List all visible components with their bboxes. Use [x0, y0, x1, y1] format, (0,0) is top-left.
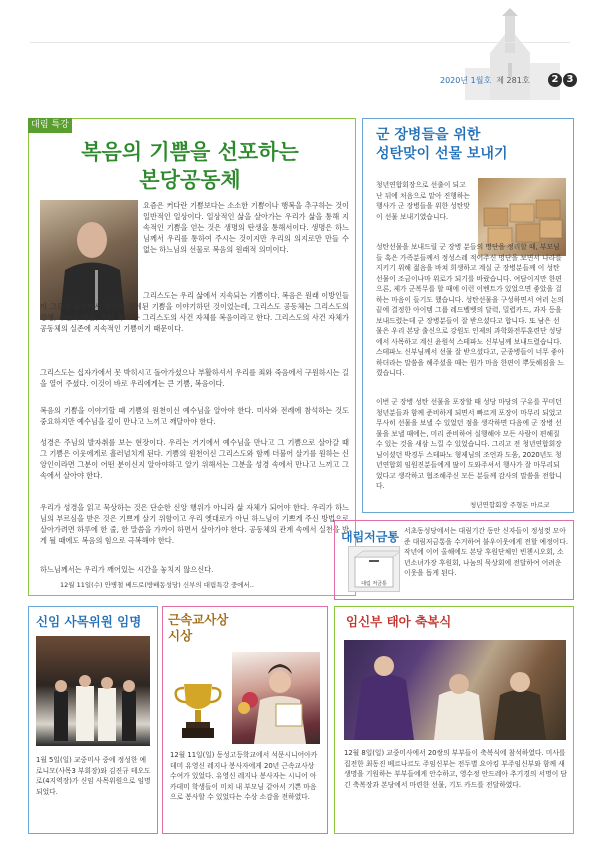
fund-article-title: 대림저금통	[341, 530, 399, 544]
page-header	[0, 0, 600, 100]
trophy-icon	[172, 680, 224, 742]
main-para-2: 그리스도는 우리 삶에서 지속되는 기쁨이다. 복음은 원래 이방인들이 그들의 삶속에서 실존에 관계된 기쁨을 이야기하던 것이었는데, 그리스도 공동체는 그리스도의 강생, 수난과 죽음, 부활 축 모든 그리스도의 사건 자체를 복음이라고 한다. 그리스도의 사건 자체가 공동체의 실존에 지속적인 기쁨이기 때문이다.	[40, 291, 349, 333]
appoint-text: 1월 5일(일) 교중미사 중에 정성한 예로니모(사목3 부회장)와 김진규 테오도로(4지역장)가 신임 사목위원으로 임명되었다.	[36, 756, 151, 796]
soldiers-article-title: 군 장병들을 위한 성탄맞이 선물 보내기	[376, 127, 508, 162]
soldiers-signature: 청년연합회장 주형돈 마르코	[470, 501, 550, 509]
page-number-left: 2	[548, 73, 562, 87]
fund-text: 서초동성당에서는 대림기간 동안 신자들이 정성껏 모아준 대림저금통을 수거하여 불우이웃에게 전할 예정이다. 작년에 이어 올해에도 본당 후원단체인 빈첸시오회, 소년소녀가장 후원회, 나눔의 묵상회에 전달하여 어려운 이웃을 돕게 된다.	[404, 527, 568, 577]
blessing-article-title: 임신부 태아 축복식	[346, 614, 452, 629]
main-para-3: 그리스도는 십자가에서 못 박히시고 돌아가셨으나 부활하셔서 우리를 죄와 죽음에서 구원하시는 길을 열어 주셨다. 이것이 바로 우리에게는 큰 기쁨, 복음이다.	[40, 368, 349, 388]
blessing-photo-icon	[344, 640, 566, 740]
appointment-photo-icon	[36, 636, 150, 746]
award-article-title: 근속교사상 시상	[168, 612, 229, 643]
issue-label: 2020년 1월호 제 281호	[440, 76, 530, 85]
soldiers-para-2: 성탄선물을 보내드릴 군 장병 분들의 명단을 정리할 때, 부모님들 혹은 가족분들께서 정성스레 적어주신 명단을 보면서 나라를 지키기 위해 젊음을 바쳐 희생하고 계실 군 장병분들께 이 성탄 선물이 조금이나마 위로가 되기를 바랐습니다. 여담이지만 한편으론, 제가 군복무를 할 때에 이런 이벤트가 있었으면 좋았을 걸 하는 마음이 들기도 했습니다. 성탄선물을 구성하면서 여러 논의 끝에 결정한 아이템 그룹 레드벨벳의 달력, 밀렵카드, 과자 등을 보내드렸는데 군 장병분들이 잘 받으셨다고 합니다. 또 남은 선물은 우리 본당 출신으로 강원도 인제의 과학화전투훈련단 성당에서 사목하고 계신 윤원석 스테파노 신부님께 보내드렸습니다. 스테파노 신부님께서 선물 잘 받으셨다고, 군종병들이 너무 좋아하더라는 말씀을 해주셨을 때는 뭔가 마음 한편이 뿌듯해짐을 느꼈습니다.	[376, 243, 564, 377]
soldiers-para-3: 이번 군 장병 성탄 선물을 포장할 때 성당 마당의 구유를 꾸미던 청년분들과 함께 준비하게 되면서 빠르게 포장이 마무리 되었고 무사히 선물을 보낼 수 있었던 점을 생각하면 다음에 군 장병 선물을 보낼 때에는, 미리 준비하여 실행해야 모든 사람이 편해질 수 있는 것을 새삼 느낄 수 있었습니다. 그리고 전 청년연합회장님이셨던 박경두 스테파노 형제님의 조언과 도움, 2020년도 청년연합회 임원진분들에게 많이 도와주셔서 행사가 잘 마무리되었다고 생각하고 협조해주신 모든 분들께 감사의 말씀을 전합니다.	[376, 398, 562, 490]
main-para-4: 복음의 기쁨을 이야기할 때 기쁨의 원천이신 예수님을 알아야 한다. 미사와 전례에 참석하는 것도 중요하지만 예수님을 깊이 만나고 느끼고 깨달아야 한다.	[40, 406, 349, 426]
main-article-title: 복음의 기쁨을 선포하는 본당공동체	[81, 139, 299, 192]
page-number-right: 3	[563, 73, 577, 87]
main-para-5: 성경은 주님의 발자취를 보는 현장이다. 우리는 거기에서 예수님을 만나고 그 기쁨으로 살아갈 때 그 기쁨은 이웃에게로 흘러넘치게 된다. 기쁨의 원천이신 그리스도와 함께 더불어 살기를 원하는 신앙인이라면 그분이 어떤 분이신지 알아야하고 알기 위해서는 그분을 성경 속에서 만나고 느끼고 그 속에서 살아야 한다.	[40, 438, 349, 480]
main-para-6: 우리가 성경을 읽고 묵상하는 것은 단순한 신앙 행위가 아니라 삶 자체가 되어야 한다. 우리가 하느님의 부르심을 받은 것은 기쁘게 살기 위함이고 우리 옛대로가 아닌 하느님이 기쁘게 주신 방법으로 살아가려면 하루에 한 줄, 한 말씀을 가까이 하면서 살아가야 한다. 공동체의 관계 속에서 실천을 받게 될 때에도 복음의 힘으로 극복해야 한다.	[40, 503, 349, 545]
main-caption: 12월 11일(수) 안병철 베드로(방배동성당) 신부의 대림특강 중에서..	[60, 581, 254, 589]
main-para-1: 요즘은 커다란 기쁨보다는 소소한 기쁨이나 행복을 추구하는 것이 일반적인 일상이다. 일상적인 삶을 살아가는 우리가 삶을 통해 지속적인 기쁨을 얻는 것은 생명의 탄생을 통해서이다. 생명은 하느님께서 우리를 통하여 주시는 것이지만 우리의 의지로만 만들 수 없는 하느님의 선물로 복음의 원래적 의미이다.	[143, 201, 349, 254]
award-text: 12월 11일(일) 동성고등학교에서 석문시니어아카데미 유영신 레지나 봉사자에게 20년 근속교사상 수여가 있었다. 유영신 레지나 봉사자는 시니어 아카데미 학생들이 미치 내 부모님 같아서 기쁜 마음으로 봉사할 수 있었다는 수상 소감을 전하였다.	[170, 751, 318, 801]
appoint-article-title: 신임 사목위원 임명	[36, 614, 142, 629]
blessing-text: 12월 8일(일) 교중미사에서 20쌍의 부부들이 축복식에 참석하였다. 미사를 집전한 최동진 베르나르도 주임신부는 전두별 요아킴 부주임신부와 함께 새생명을 기원하는 부부들에게 안수하고, 영수정 안드레아 추기경의 서명이 담긴 축복장과 본당에서 마련한 선물, 기도 카드를 전달하였다.	[344, 749, 567, 789]
soldiers-para-1: 청년연합회장으로 선출이 되고 난 뒤에 처음으로 맡아 진행하는 행사가 군 장병들을 위한 성탄맞이 선물 보내기였습니다.	[376, 181, 470, 221]
fund-box-label: 대림 저금통	[361, 581, 387, 587]
article-tag: 대림 특강	[28, 118, 72, 133]
main-para-7: 하느님께서는 우리가 깨어있는 시간을 놓치지 않으신다.	[40, 565, 214, 574]
header-line	[30, 42, 570, 43]
award-photo-icon	[232, 652, 320, 744]
